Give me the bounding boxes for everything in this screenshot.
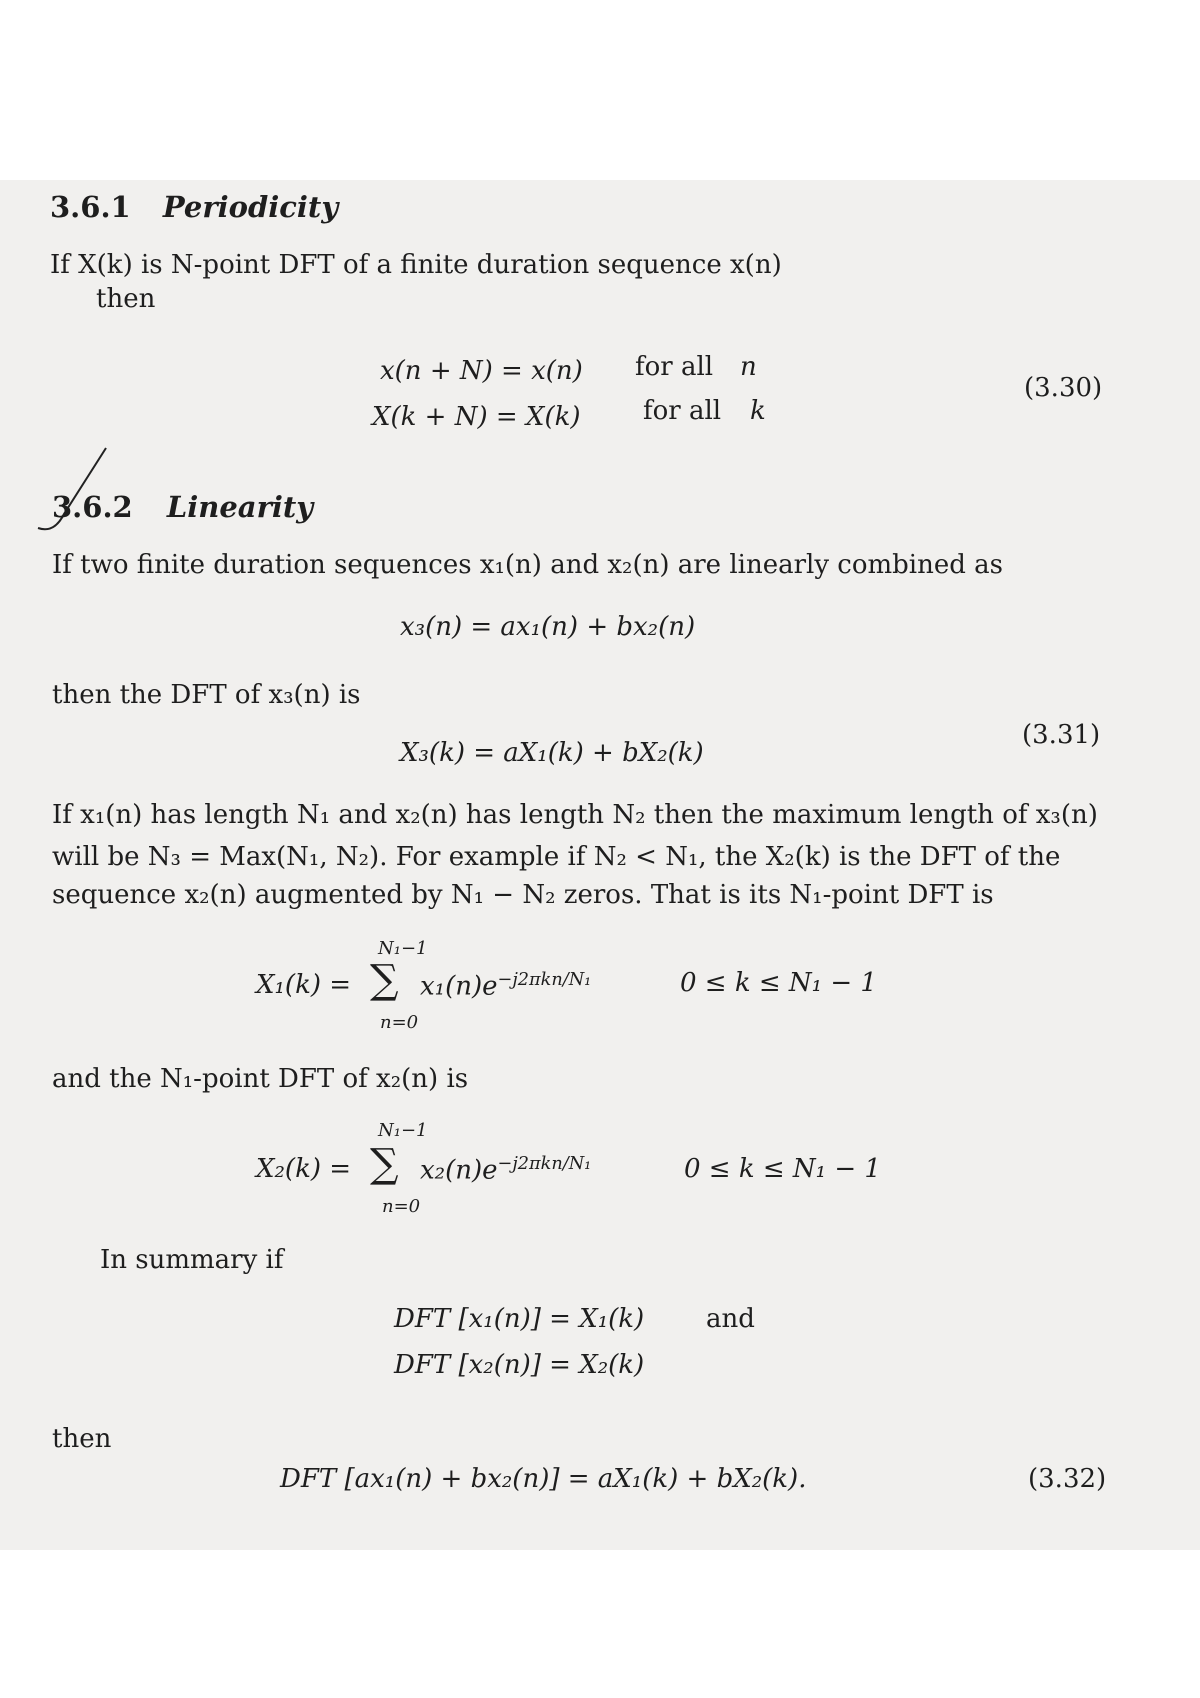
section-number: 3.6.2 <box>52 490 133 524</box>
equation-number-3-32: (3.32) <box>1028 1464 1107 1494</box>
variable-k: k <box>750 396 766 426</box>
paragraph-line-1: If x₁(n) has length N₁ and x₂(n) has length N₂ then the maximum length of x₃(n) <box>52 800 1098 830</box>
periodicity-intro: If X(k) is N-point DFT of a finite duration sequence x(n) <box>50 250 782 280</box>
summary-text: In summary if <box>100 1245 284 1275</box>
and-dft-text: and the N₁-point DFT of x₂(n) is <box>52 1064 469 1094</box>
variable-n: n <box>740 352 757 382</box>
x1-dft-term: x₁(n)e <box>420 971 498 1002</box>
x1-dft-lhs: X₁(k) = <box>256 970 352 1000</box>
paragraph-line-2: will be N₃ = Max(N₁, N₂). For example if N₂ < N₁, the X₂(k) is the DFT of the <box>52 842 1061 872</box>
then-text: then <box>52 1424 112 1454</box>
dft-linearity-equation: X₃(k) = aX₁(k) + bX₂(k) <box>400 738 704 768</box>
sum-upper-limit: N₁−1 <box>378 1120 428 1141</box>
x1-dft-exponent: −j2πkn/N₁ <box>497 970 592 990</box>
section-number: 3.6.1 <box>50 190 131 224</box>
for-all-text: for all <box>635 352 714 382</box>
summary-equation-2: DFT [x₂(n)] = X₂(k) <box>394 1350 645 1380</box>
linearity-intro: If two finite duration sequences x₁(n) and x₂(n) are linearly combined as <box>52 550 1004 580</box>
for-all-text: for all <box>643 396 722 426</box>
summary-equation-1: DFT [x₁(n)] = X₁(k) <box>394 1304 645 1334</box>
periodicity-eq-X: X(k + N) = X(k) <box>372 402 581 432</box>
and-text: and <box>706 1304 755 1334</box>
paragraph-line-3: sequence x₂(n) augmented by N₁ − N₂ zeros. That is its N₁-point DFT is <box>52 880 994 910</box>
periodicity-eq-x: x(n + N) = x(n) <box>380 356 583 386</box>
section-title: Linearity <box>166 490 314 524</box>
then-text: then <box>96 284 156 314</box>
combination-equation: x₃(n) = ax₁(n) + bx₂(n) <box>400 612 696 642</box>
x1-dft-body <box>420 970 591 1002</box>
summation-symbol: ∑ <box>370 957 399 1003</box>
section-heading-linearity <box>52 490 313 524</box>
sum-lower-limit: n=0 <box>380 1012 419 1033</box>
x2-dft-body <box>420 1154 591 1186</box>
equation-number-3-31: (3.31) <box>1022 720 1101 750</box>
equation-number-3-30: (3.30) <box>1024 373 1103 403</box>
x1-dft-range: 0 ≤ k ≤ N₁ − 1 <box>680 968 877 998</box>
sum-upper-limit: N₁−1 <box>378 938 428 959</box>
x2-dft-term: x₂(n)e <box>420 1155 498 1186</box>
then-dft-text: then the DFT of x₃(n) is <box>52 680 361 710</box>
x2-dft-range: 0 ≤ k ≤ N₁ − 1 <box>684 1154 881 1184</box>
section-title: Periodicity <box>162 190 339 224</box>
x2-dft-exponent: −j2πkn/N₁ <box>497 1154 592 1174</box>
x2-dft-lhs: X₂(k) = <box>256 1154 352 1184</box>
sum-lower-limit: n=0 <box>382 1196 421 1217</box>
summation-symbol: ∑ <box>370 1141 399 1187</box>
final-linearity-equation: DFT [ax₁(n) + bx₂(n)] = aX₁(k) + bX₂(k). <box>280 1464 807 1494</box>
section-heading-periodicity <box>50 190 338 224</box>
